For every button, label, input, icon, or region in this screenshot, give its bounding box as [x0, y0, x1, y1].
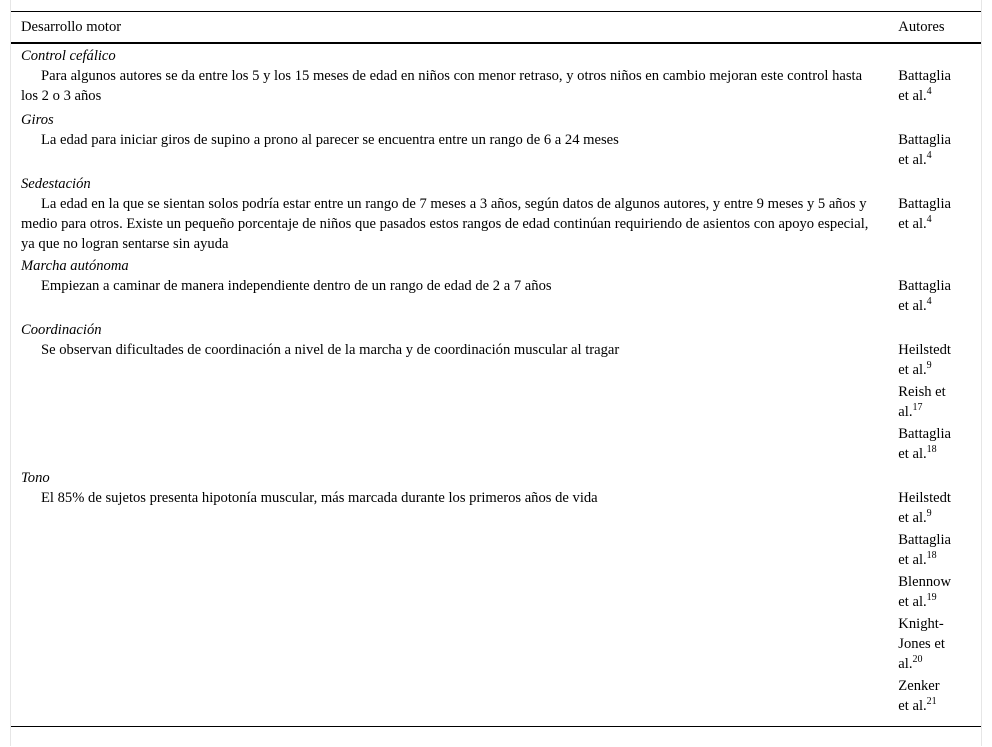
- author-name: Zenker et al.: [898, 678, 940, 714]
- section-description-row: [11, 276, 981, 318]
- section-row: [11, 318, 981, 340]
- section-description-row: [11, 340, 981, 466]
- reference-number[interactable]: 18: [926, 550, 937, 561]
- reference-number[interactable]: 19: [926, 592, 937, 603]
- authors-cell: [888, 276, 981, 318]
- section-row: [11, 466, 981, 488]
- reference-number[interactable]: 17: [912, 402, 923, 413]
- description-text: La edad para iniciar giros de supino a prono al parecer se encuentra entre un rango de 6 a 24 meses: [41, 132, 619, 148]
- reference-number[interactable]: 4: [926, 214, 932, 225]
- section-row: [11, 254, 981, 276]
- description-cell: [11, 488, 888, 727]
- section-title: Sedestación: [21, 176, 91, 192]
- author-name: Battaglia et al.: [898, 532, 951, 568]
- authors-cell: [888, 340, 981, 466]
- reference-number[interactable]: 4: [926, 150, 932, 161]
- table-header-row: [11, 12, 981, 44]
- description-text: Empiezan a caminar de manera independiente dentro de un rango de edad de 2 a 7 años: [41, 278, 552, 294]
- reference-number[interactable]: 9: [926, 508, 932, 519]
- reference-number[interactable]: 9: [926, 360, 932, 371]
- motor-development-table: [11, 11, 981, 727]
- authors-cell: [888, 194, 981, 254]
- reference-number[interactable]: 18: [926, 444, 937, 455]
- author-name: Heilstedt et al.: [898, 342, 951, 378]
- description-cell: [11, 66, 888, 108]
- section-description-row: [11, 194, 981, 254]
- section-description-row: [11, 66, 981, 108]
- author-citation: [898, 676, 951, 716]
- author-citation: [898, 488, 951, 528]
- author-name: Heilstedt et al.: [898, 490, 951, 526]
- section-description-row: [11, 130, 981, 172]
- author-citation: [898, 340, 951, 380]
- section-row: [11, 43, 981, 66]
- author-name: Battaglia et al.: [898, 426, 951, 462]
- section-row: [11, 108, 981, 130]
- reference-number[interactable]: 4: [926, 86, 932, 97]
- reference-number[interactable]: 20: [912, 654, 923, 665]
- author-citation: [898, 530, 951, 570]
- author-name: Knight-Jones et al.: [898, 616, 945, 672]
- description-cell: [11, 130, 888, 172]
- author-citation: [898, 130, 951, 170]
- section-title: Coordinación: [21, 322, 102, 338]
- description-text: Para algunos autores se da entre los 5 y los 15 meses de edad en niños con menor retraso, y otros niños en cambio mejoran este control hasta los 2 o 3 años: [21, 68, 863, 104]
- description-text: El 85% de sujetos presenta hipotonía muscular, más marcada durante los primeros años de vida: [41, 490, 598, 506]
- author-citation: [898, 614, 951, 674]
- description-text: La edad en la que se sientan solos podría estar entre un rango de 7 meses a 3 años, según datos de algunos autores, y entre 9 meses y 5 años y medio para otros. Existe un pequeño porcentaje de niños que pasados estos rangos de edad continúan requiriendo de asientos con apoyo especial, ya que no logran sentarse sin ayuda: [21, 196, 869, 252]
- author-name: Battaglia et al.: [898, 196, 951, 232]
- header-desarrollo-motor: Desarrollo motor: [11, 12, 888, 44]
- description-cell: [11, 340, 888, 466]
- header-autores: Autores: [888, 12, 981, 44]
- table-body: [11, 43, 981, 727]
- author-citation: [898, 572, 951, 612]
- section-title: Tono: [21, 470, 50, 486]
- section-title: Marcha autónoma: [21, 258, 129, 274]
- reference-number[interactable]: 21: [926, 696, 937, 707]
- reference-number[interactable]: 4: [926, 296, 932, 307]
- author-name: Reish et al.: [898, 384, 946, 420]
- author-citation: [898, 382, 951, 422]
- author-citation: [898, 66, 951, 106]
- author-name: Battaglia et al.: [898, 278, 951, 314]
- author-name: Battaglia et al.: [898, 132, 951, 168]
- author-citation: [898, 276, 951, 316]
- description-text: Se observan dificultades de coordinación a nivel de la marcha y de coordinación muscular al tragar: [41, 342, 620, 358]
- description-cell: [11, 276, 888, 318]
- description-cell: [11, 194, 888, 254]
- section-title: Giros: [21, 112, 54, 128]
- author-name: Battaglia et al.: [898, 68, 951, 104]
- author-name: Blennow et al.: [898, 574, 951, 610]
- section-title: Control cefálico: [21, 48, 116, 64]
- authors-cell: [888, 488, 981, 727]
- authors-cell: [888, 66, 981, 108]
- author-citation: [898, 194, 951, 234]
- authors-cell: [888, 130, 981, 172]
- author-citation: [898, 424, 951, 464]
- section-row: [11, 172, 981, 194]
- section-description-row: [11, 488, 981, 727]
